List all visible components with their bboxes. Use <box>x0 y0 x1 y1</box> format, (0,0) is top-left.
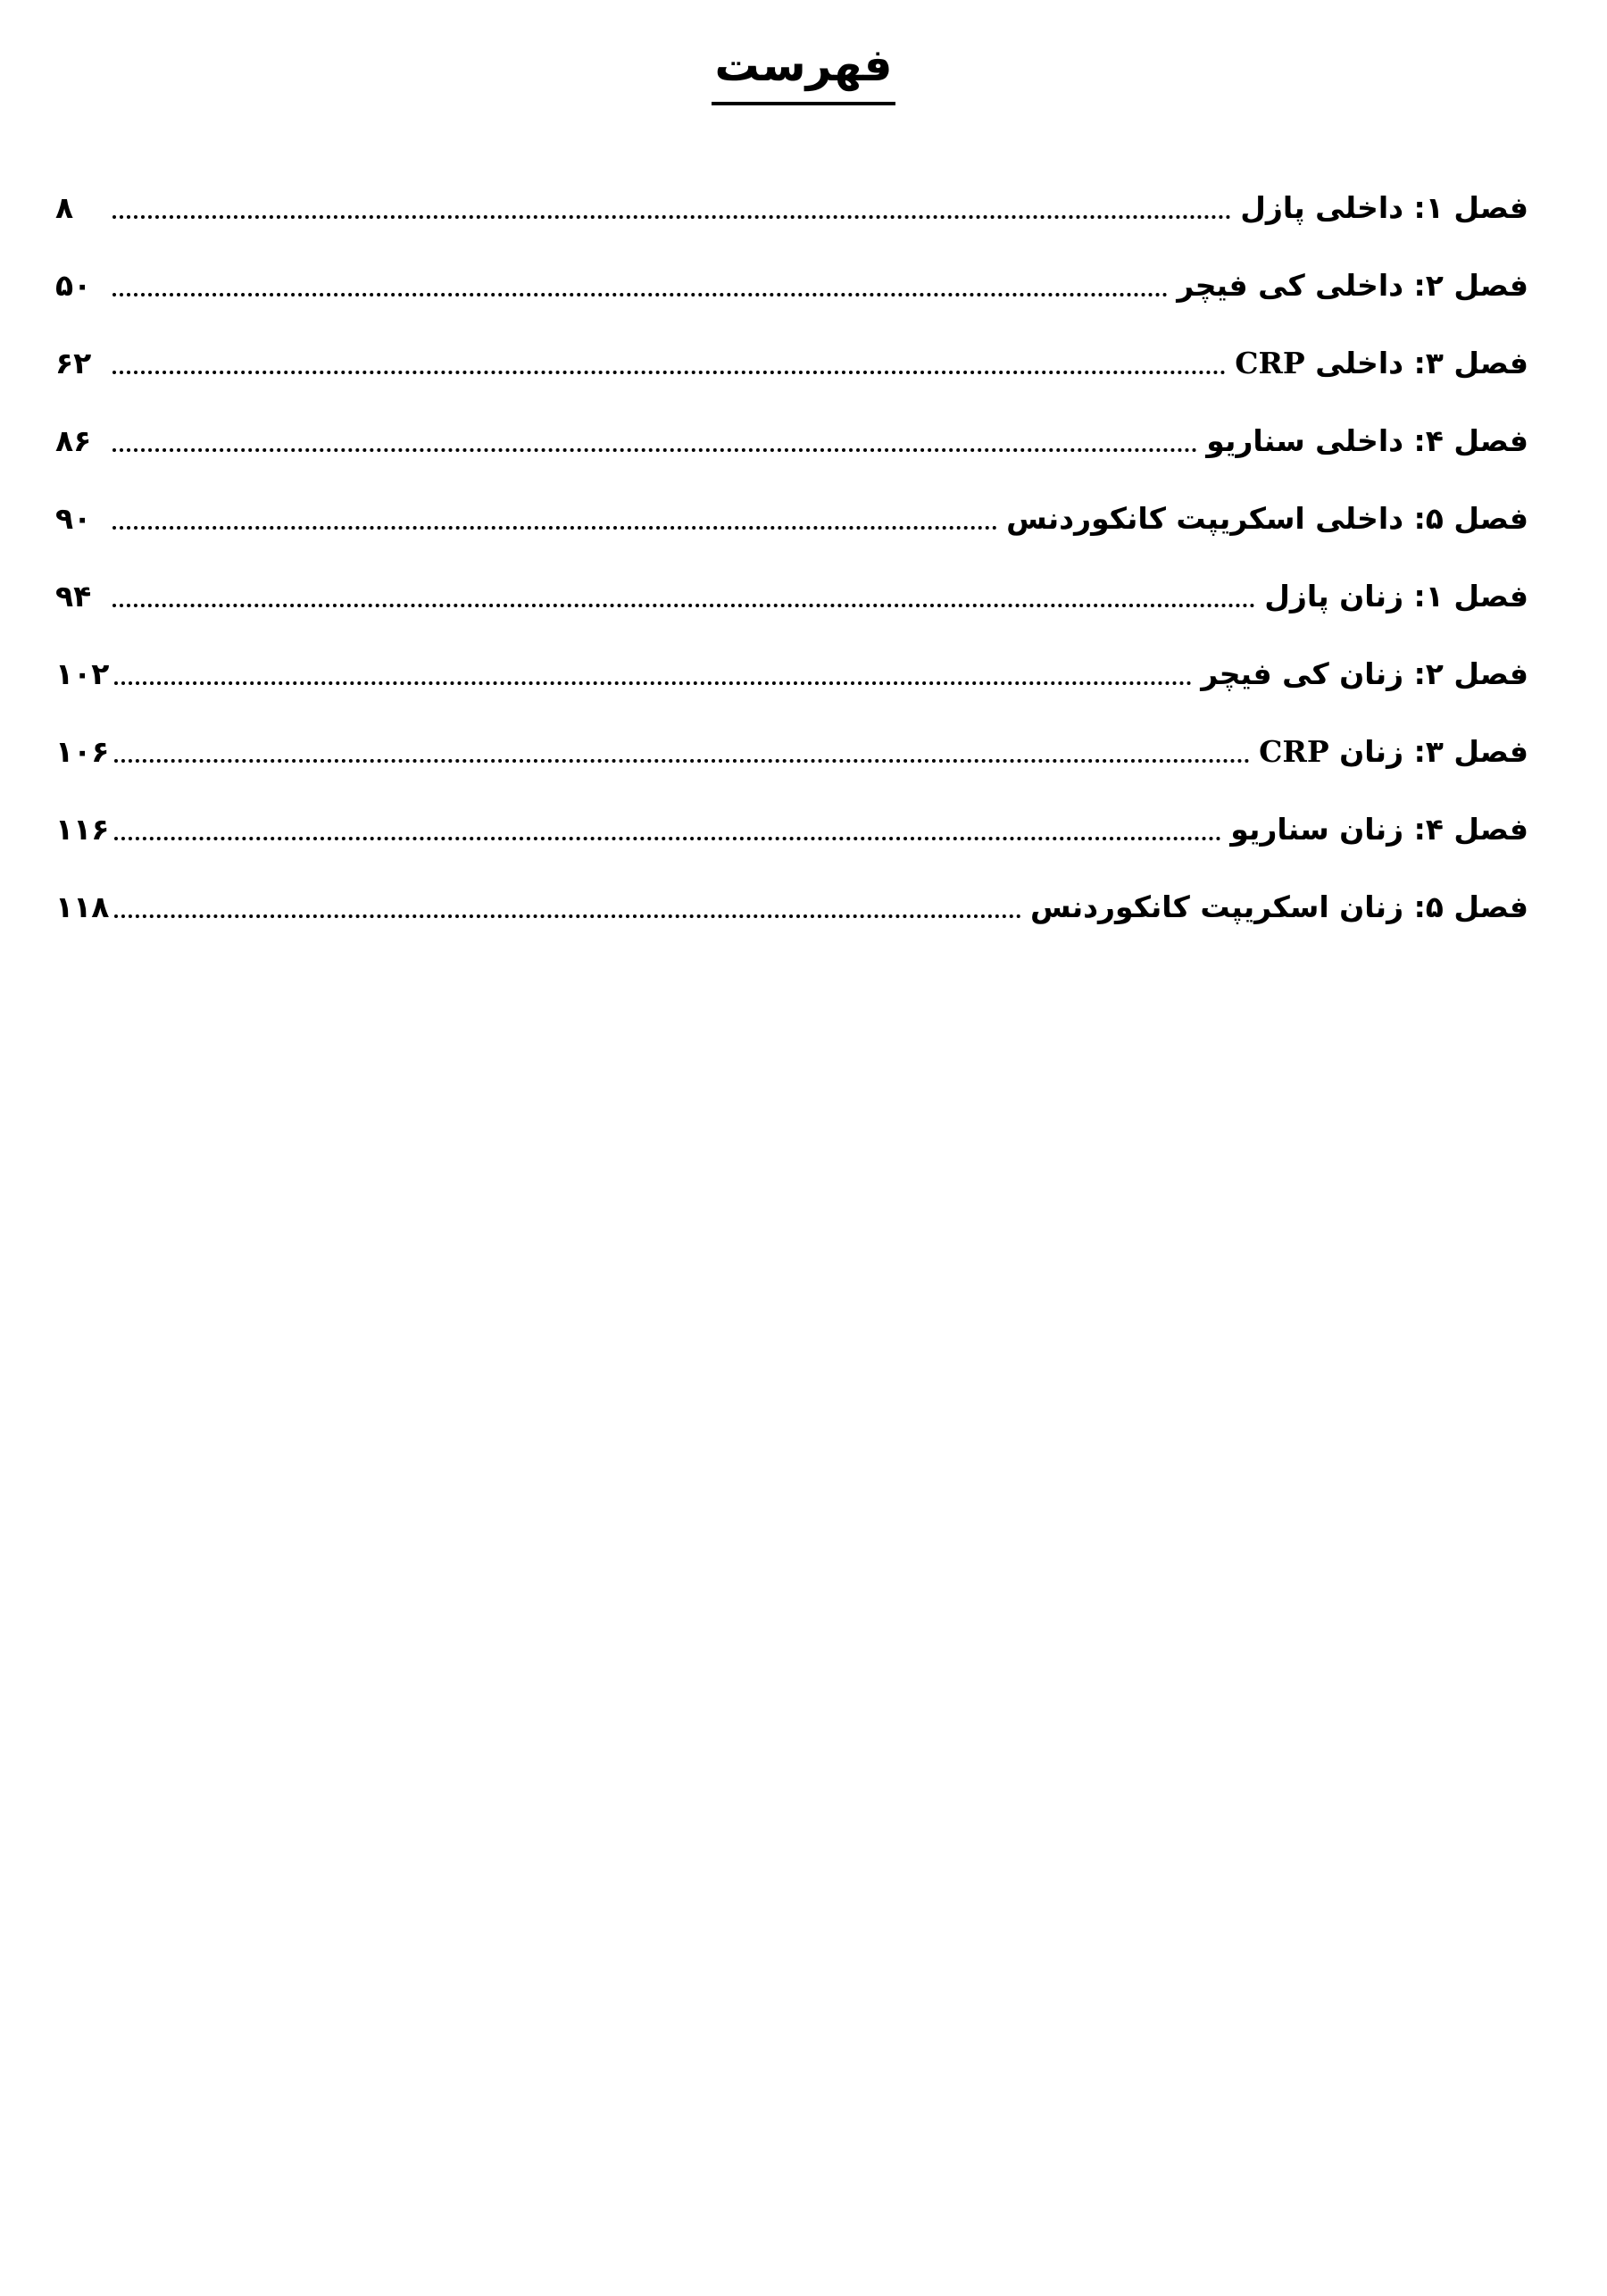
toc-entry-latin: CRP <box>1259 734 1329 769</box>
toc-entry[interactable] <box>55 851 1528 929</box>
toc-entry-latin: CRP <box>1235 346 1305 380</box>
toc-entry-label <box>1231 342 1528 385</box>
toc-entry-page: ۹۰ <box>55 501 92 536</box>
toc-entry[interactable] <box>55 307 1528 385</box>
toc-entry-page: ۱۰۲ <box>55 656 110 691</box>
toc-entry-label <box>1197 653 1528 696</box>
toc-entry-text: فصل ۵: داخلی اسکریپت کانکوردنس <box>1006 501 1528 536</box>
page-title: فهرست <box>712 34 896 105</box>
toc-entry-page: ۱۱۸ <box>55 889 110 924</box>
toc-entry[interactable] <box>55 230 1528 307</box>
dot-leader <box>112 215 1231 219</box>
toc-entry-page: ۸۶ <box>55 423 92 458</box>
toc-entry-label <box>1173 264 1528 307</box>
toc-entry-text: فصل ۳: زنان <box>1328 734 1528 769</box>
toc-entry-page: ۱۰۶ <box>55 734 110 769</box>
dot-leader <box>112 448 1197 452</box>
dot-leader <box>112 604 1255 607</box>
toc-entry-label <box>1003 497 1528 540</box>
toc-entry-page: ۸ <box>55 190 74 225</box>
toc-entry-text: فصل ۲: زنان کی فیچر <box>1201 656 1528 691</box>
toc-entry[interactable] <box>55 540 1528 618</box>
dot-leader <box>114 837 1221 840</box>
toc-entry-text: فصل ۳: داخلی <box>1304 346 1528 380</box>
toc-entry-label <box>1261 575 1528 618</box>
toc-title-container <box>0 34 1607 105</box>
dot-leader <box>112 526 997 530</box>
toc-entry-page: ۵۰ <box>55 268 92 303</box>
toc-entry-page: ۱۱۶ <box>55 812 110 847</box>
table-of-contents <box>55 152 1528 929</box>
toc-entry-label <box>1236 187 1528 230</box>
toc-entry-label <box>1227 808 1528 851</box>
toc-entry-page: ۹۴ <box>55 579 92 614</box>
dot-leader <box>114 681 1192 685</box>
dot-leader <box>112 371 1226 374</box>
toc-entry[interactable] <box>55 152 1528 230</box>
toc-entry-text: فصل ۵: زنان اسکریپت کانکوردنس <box>1030 889 1528 924</box>
dot-leader <box>112 293 1168 296</box>
toc-entry[interactable] <box>55 463 1528 540</box>
dot-leader <box>114 759 1250 763</box>
toc-entry-label <box>1203 420 1528 463</box>
toc-entry-text: فصل ۱: زنان پازل <box>1264 579 1528 614</box>
toc-entry-label <box>1255 731 1528 773</box>
toc-entry-text: فصل ۴: زنان سناریو <box>1230 812 1528 847</box>
toc-entry-text: فصل ۱: داخلی پازل <box>1240 190 1528 225</box>
toc-entry[interactable] <box>55 385 1528 463</box>
toc-entry[interactable] <box>55 618 1528 696</box>
toc-entry[interactable] <box>55 696 1528 773</box>
toc-entry-text: فصل ۲: داخلی کی فیچر <box>1177 268 1528 303</box>
toc-entry-label <box>1027 886 1528 929</box>
toc-entry[interactable] <box>55 773 1528 851</box>
dot-leader <box>114 914 1021 918</box>
toc-entry-page: ۶۲ <box>55 346 92 380</box>
toc-entry-text: فصل ۴: داخلی سناریو <box>1206 423 1528 458</box>
